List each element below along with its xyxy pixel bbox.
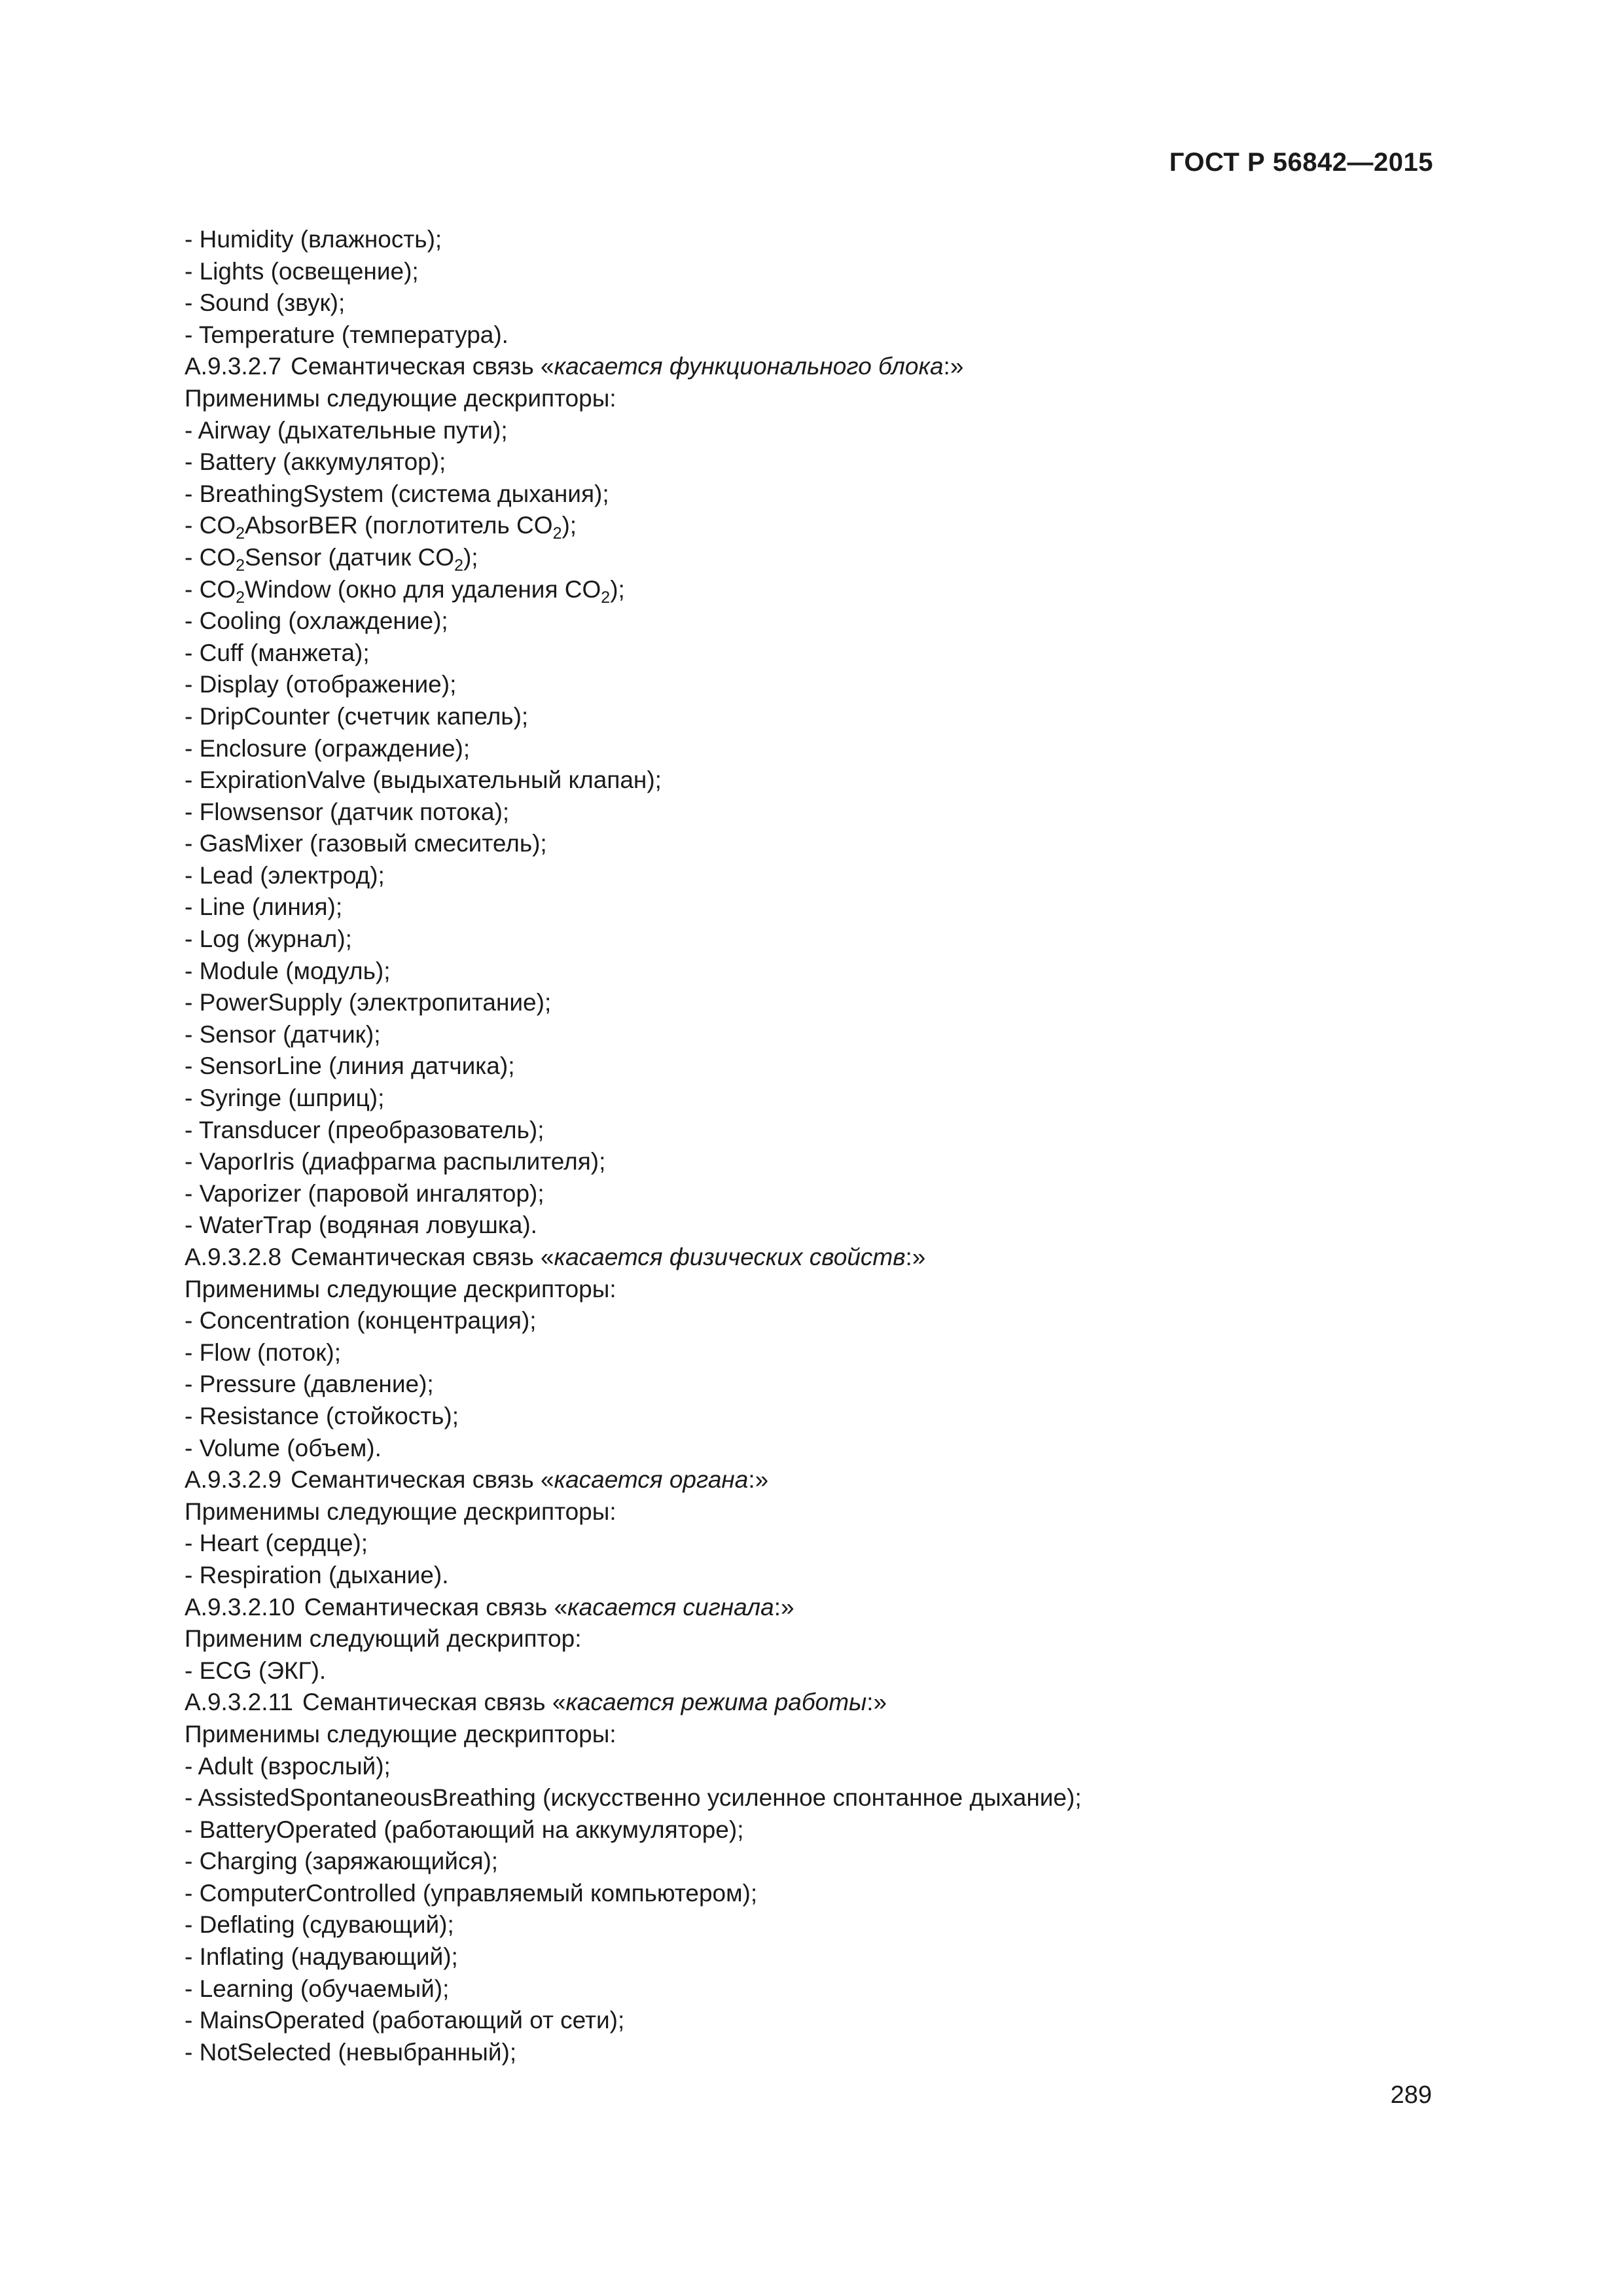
- list-item: - GasMixer (газовый смеситель);: [185, 830, 547, 857]
- list-item: Применимы следующие дескрипторы:: [185, 1275, 616, 1302]
- item-text: - CO: [185, 575, 236, 603]
- list-item: - Humidity (влажность);: [185, 226, 442, 253]
- list-item: - Sensor (датчик);: [185, 1020, 381, 1048]
- list-item: Применим следующий дескриптор:: [185, 1625, 582, 1653]
- list-item: [185, 574, 1461, 606]
- list-item: - Vaporizer (паровой ингалятор);: [185, 1179, 544, 1207]
- heading-italic-term: касается сигнала: [567, 1593, 774, 1621]
- list-item: [185, 542, 1461, 574]
- page-number: 289: [1390, 2081, 1432, 2109]
- list-item: - Charging (заряжающийся);: [185, 1848, 499, 1875]
- heading-close: :»: [943, 353, 964, 380]
- list-item: - Log (журнал);: [185, 925, 352, 953]
- list-item: - Respiration (дыхание).: [185, 1561, 449, 1588]
- list-item: - SensorLine (линия датчика);: [185, 1052, 515, 1080]
- heading-close: :»: [905, 1244, 926, 1270]
- section-heading: [185, 1242, 1461, 1274]
- list-item: - Learning (обучаемый);: [185, 1975, 450, 2002]
- section-number: А.9.3.2.11: [185, 1689, 293, 1716]
- list-item: - VaporIris (диафрагма распылителя);: [185, 1148, 606, 1175]
- list-item: [185, 510, 1461, 542]
- list-item: Применимы следующие дескрипторы:: [185, 1720, 616, 1748]
- heading-italic-term: касается функционального блока: [554, 353, 944, 380]
- document-header: ГОСТ Р 56842—2015: [1169, 148, 1433, 177]
- list-item: - AssistedSpontaneousBreathing (искусственно усиленное спонтанное дыхание);: [185, 1784, 1082, 1812]
- item-text: Window (окно для удаления CO: [245, 575, 601, 603]
- item-text: );: [463, 543, 478, 571]
- item-text: );: [610, 575, 625, 603]
- list-item: - Inflating (надувающий);: [185, 1943, 458, 1971]
- heading-text: Семантическая связь «: [302, 1689, 566, 1716]
- subscript-two: 2: [236, 588, 245, 607]
- heading-text: Семантическая связь «: [291, 1244, 554, 1270]
- list-item: - Transducer (преобразователь);: [185, 1116, 544, 1143]
- list-item: - ECG (ЭКГ).: [185, 1657, 327, 1684]
- list-item: - PowerSupply (электропитание);: [185, 989, 552, 1016]
- heading-text: Семантическая связь «: [291, 1466, 554, 1494]
- list-item: - DripCounter (счетчик капель);: [185, 702, 529, 730]
- list-item: - Sound (звук);: [185, 289, 346, 317]
- list-item: - Lead (электрод);: [185, 861, 385, 889]
- section-heading: [185, 1687, 1461, 1719]
- subscript-two: 2: [552, 524, 562, 543]
- list-item: - ExpirationValve (выдыхательный клапан);: [185, 766, 662, 794]
- list-item: - Deflating (сдувающий);: [185, 1911, 454, 1939]
- subscript-two: 2: [236, 556, 245, 575]
- list-item: - BreathingSystem (система дыхания);: [185, 480, 609, 507]
- list-item: - Adult (взрослый);: [185, 1752, 391, 1780]
- item-text: AbsorBER (поглотитель CO: [245, 512, 553, 539]
- list-item: - Volume (объем).: [185, 1434, 382, 1462]
- heading-italic-term: касается физических свойств: [554, 1244, 906, 1270]
- document-body: [185, 224, 1461, 2068]
- section-number: А.9.3.2.8: [185, 1244, 282, 1270]
- list-item: - Display (отображение);: [185, 671, 457, 698]
- section-number: А.9.3.2.7: [185, 353, 282, 380]
- list-item: Применимы следующие дескрипторы:: [185, 1498, 616, 1525]
- heading-text: Семантическая связь «: [291, 353, 554, 380]
- list-item: - NotSelected (невыбранный);: [185, 2038, 517, 2066]
- list-item: - Airway (дыхательные пути);: [185, 416, 508, 444]
- section-number: А.9.3.2.10: [185, 1593, 295, 1621]
- list-item: - Line (линия);: [185, 893, 343, 921]
- list-item: - Temperature (температура).: [185, 321, 508, 348]
- list-item: - Module (модуль);: [185, 957, 391, 984]
- section-heading: [185, 1592, 1461, 1624]
- heading-close: :»: [748, 1466, 769, 1494]
- item-text: Sensor (датчик CO: [245, 543, 455, 571]
- heading-text: Семантическая связь «: [304, 1593, 568, 1621]
- heading-close: :»: [774, 1593, 794, 1621]
- item-text: - CO: [185, 512, 236, 539]
- item-text: );: [562, 512, 577, 539]
- subscript-two: 2: [601, 588, 611, 607]
- section-heading: [185, 1464, 1461, 1496]
- section-number: А.9.3.2.9: [185, 1466, 282, 1494]
- list-item: - WaterTrap (водяная ловушка).: [185, 1211, 537, 1239]
- list-item: - Flow (поток);: [185, 1338, 342, 1366]
- list-item: - Cuff (манжета);: [185, 639, 370, 666]
- heading-italic-term: касается режима работы: [565, 1689, 867, 1716]
- section-heading: [185, 351, 1461, 383]
- list-item: - BatteryOperated (работающий на аккумуляторе);: [185, 1816, 744, 1843]
- list-item: - Battery (аккумулятор);: [185, 448, 446, 476]
- list-item: Применимы следующие дескрипторы:: [185, 384, 616, 412]
- list-item: - Lights (освещение);: [185, 257, 419, 285]
- subscript-two: 2: [454, 556, 463, 575]
- list-item: - MainsOperated (работающий от сети);: [185, 2007, 625, 2034]
- list-item: - Cooling (охлаждение);: [185, 607, 448, 635]
- list-item: - Syringe (шприц);: [185, 1085, 385, 1112]
- item-text: - CO: [185, 543, 236, 571]
- list-item: - Resistance (стойкость);: [185, 1402, 459, 1429]
- heading-close: :»: [866, 1689, 887, 1716]
- list-item: - Pressure (давление);: [185, 1371, 434, 1398]
- list-item: - ComputerControlled (управляемый компьютером);: [185, 1879, 758, 1907]
- heading-italic-term: касается органа: [554, 1466, 749, 1494]
- list-item: - Enclosure (ограждение);: [185, 734, 471, 762]
- list-item: - Concentration (концентрация);: [185, 1307, 537, 1335]
- list-item: - Flowsensor (датчик потока);: [185, 798, 510, 825]
- list-item: - Heart (сердце);: [185, 1530, 368, 1557]
- subscript-two: 2: [236, 524, 245, 543]
